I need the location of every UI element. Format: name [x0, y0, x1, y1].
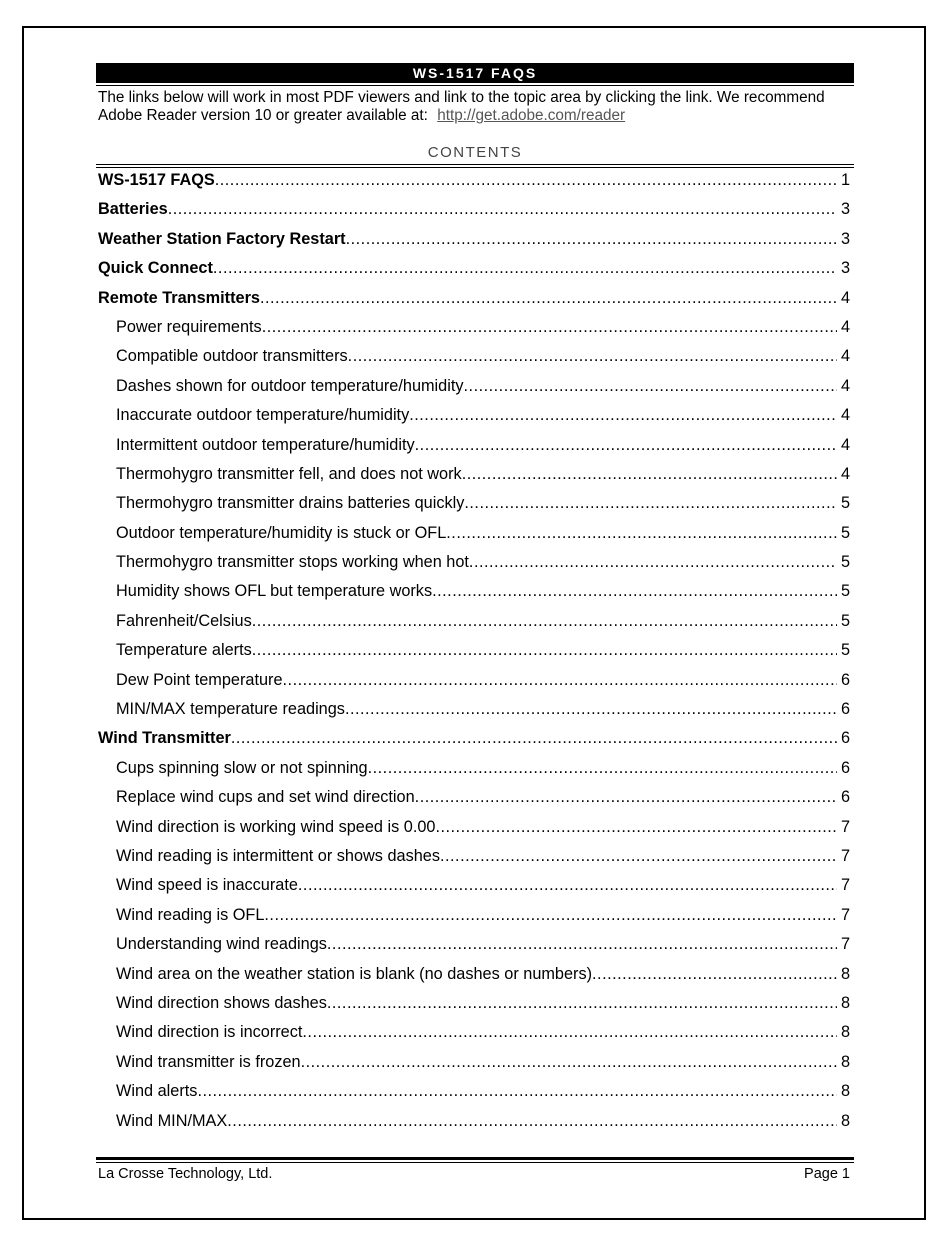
table-of-contents	[98, 166, 850, 1136]
toc-dot-leader	[432, 577, 837, 606]
toc-entry[interactable]	[98, 519, 850, 548]
footer-page-number: Page 1	[804, 1166, 850, 1182]
toc-entry-label[interactable]: Understanding wind readings	[116, 935, 327, 954]
toc-entry-page[interactable]: 6	[840, 700, 850, 719]
toc-entry[interactable]	[98, 695, 850, 724]
toc-entry-page[interactable]: 6	[840, 788, 850, 807]
toc-entry-page[interactable]: 5	[840, 611, 850, 630]
toc-entry-page[interactable]: 3	[840, 229, 850, 248]
toc-dot-leader	[469, 548, 837, 577]
toc-dot-leader	[464, 372, 837, 401]
toc-entry-page[interactable]: 1	[840, 171, 850, 189]
toc-entry[interactable]	[98, 577, 850, 606]
toc-entry[interactable]	[98, 460, 850, 489]
toc-entry[interactable]	[98, 930, 850, 959]
toc-entry-label[interactable]: Wind speed is inaccurate	[116, 876, 298, 895]
footer-company: La Crosse Technology, Ltd.	[98, 1166, 273, 1182]
toc-entry-page[interactable]: 3	[840, 259, 850, 278]
toc-dot-leader	[327, 930, 837, 959]
toc-dot-leader	[252, 636, 837, 665]
toc-entry-label[interactable]: Wind reading is intermittent or shows dashes	[116, 846, 440, 865]
toc-entry-page[interactable]: 7	[840, 905, 850, 924]
toc-entry-label[interactable]: Quick Connect	[98, 259, 213, 278]
toc-entry[interactable]	[98, 1077, 850, 1106]
toc-entry[interactable]	[98, 901, 850, 930]
toc-entry-label[interactable]: Weather Station Factory Restart	[98, 229, 346, 248]
toc-dot-leader	[409, 401, 837, 430]
toc-entry-page[interactable]: 5	[840, 582, 850, 601]
toc-entry[interactable]	[98, 313, 850, 342]
toc-entry[interactable]	[98, 989, 850, 1018]
toc-dot-leader	[440, 842, 837, 871]
intro-text: The links below will work in most PDF viewers and link to the topic area by clicking the link. We recommend Adobe Reader version 10 or greater available at:	[98, 89, 825, 124]
toc-dot-leader	[348, 342, 837, 371]
toc-entry-label[interactable]: Intermittent outdoor temperature/humidity	[116, 435, 415, 454]
toc-entry[interactable]	[98, 871, 850, 900]
toc-entry-label[interactable]: Wind transmitter is frozen	[116, 1052, 301, 1071]
toc-entry-page[interactable]: 5	[840, 523, 850, 542]
toc-entry-label[interactable]: Outdoor temperature/humidity is stuck or OFL	[116, 523, 447, 542]
toc-entry[interactable]	[98, 813, 850, 842]
toc-entry-label[interactable]: MIN/MAX temperature readings	[116, 700, 345, 719]
toc-dot-leader	[264, 901, 837, 930]
toc-entry[interactable]	[98, 342, 850, 371]
toc-entry-label[interactable]: Thermohygro transmitter drains batteries quickly	[116, 494, 465, 513]
toc-entry-page[interactable]: 4	[840, 435, 850, 454]
toc-entry-page[interactable]: 8	[840, 1052, 850, 1071]
toc-dot-leader	[168, 195, 837, 224]
toc-entry-label[interactable]: Power requirements	[116, 317, 262, 336]
toc-entry-page[interactable]: 8	[840, 993, 850, 1012]
toc-entry-page[interactable]: 4	[840, 347, 850, 366]
toc-dot-leader	[446, 519, 837, 548]
toc-entry-page[interactable]: 4	[840, 376, 850, 395]
toc-entry-page[interactable]: 8	[840, 964, 850, 983]
contents-divider	[96, 164, 854, 165]
toc-dot-leader	[262, 313, 837, 342]
document-title: WS-1517 FAQS	[96, 63, 854, 83]
toc-entry-label[interactable]: Wind direction is incorrect	[116, 1023, 303, 1042]
toc-entry-label[interactable]: Replace wind cups and set wind direction	[116, 788, 415, 807]
toc-entry-label[interactable]: Fahrenheit/Celsius	[116, 611, 252, 630]
toc-entry[interactable]	[98, 636, 850, 665]
toc-dot-leader	[301, 1048, 837, 1077]
toc-dot-leader	[464, 489, 837, 518]
toc-entry-page[interactable]: 4	[840, 464, 850, 483]
toc-entry-page[interactable]: 4	[840, 406, 850, 425]
toc-entry-page[interactable]: 7	[840, 846, 850, 865]
toc-entry[interactable]	[98, 607, 850, 636]
toc-entry-label[interactable]: Cups spinning slow or not spinning	[116, 758, 368, 777]
toc-entry-page[interactable]: 4	[840, 317, 850, 336]
toc-dot-leader	[346, 225, 837, 254]
toc-entry-label[interactable]: Wind area on the weather station is blank (no dashes or numbers)	[116, 964, 593, 983]
toc-dot-leader	[283, 666, 837, 695]
toc-entry-label[interactable]: Inaccurate outdoor temperature/humidity	[116, 406, 410, 425]
toc-entry-label[interactable]: Wind direction shows dashes	[116, 993, 327, 1012]
toc-entry[interactable]	[98, 724, 850, 753]
toc-dot-leader	[260, 284, 837, 313]
toc-entry[interactable]	[98, 1018, 850, 1047]
toc-dot-leader	[592, 960, 837, 989]
toc-entry-label[interactable]: Wind direction is working wind speed is 0.00	[116, 817, 436, 836]
toc-entry-page[interactable]: 8	[840, 1111, 850, 1130]
toc-entry-label[interactable]: WS-1517 FAQS	[98, 171, 215, 189]
toc-entry-label[interactable]: Batteries	[98, 200, 168, 219]
toc-entry-page[interactable]: 3	[840, 200, 850, 219]
toc-entry-page[interactable]: 5	[840, 553, 850, 572]
toc-entry-label[interactable]: Wind Transmitter	[98, 729, 231, 748]
footer-divider-secondary	[96, 1162, 854, 1163]
toc-entry[interactable]	[98, 372, 850, 401]
toc-entry-label[interactable]: Wind reading is OFL	[116, 905, 265, 924]
toc-entry-label[interactable]: Thermohygro transmitter stops working when hot	[116, 553, 469, 572]
title-divider	[96, 85, 854, 86]
toc-entry[interactable]	[98, 166, 850, 195]
toc-entry[interactable]	[98, 842, 850, 871]
toc-entry[interactable]	[98, 195, 850, 224]
toc-dot-leader	[435, 813, 836, 842]
toc-entry[interactable]	[98, 666, 850, 695]
toc-dot-leader	[302, 1018, 837, 1047]
toc-entry[interactable]	[98, 548, 850, 577]
toc-entry-page[interactable]: 5	[840, 494, 850, 513]
toc-dot-leader	[252, 607, 837, 636]
adobe-reader-link[interactable]: http://get.adobe.com/reader	[437, 107, 626, 124]
toc-dot-leader	[231, 724, 837, 753]
toc-entry[interactable]	[98, 225, 850, 254]
footer-divider	[96, 1157, 854, 1160]
toc-entry-page[interactable]: 8	[840, 1082, 850, 1101]
toc-entry-page[interactable]: 8	[840, 1023, 850, 1042]
toc-entry-label[interactable]: Dashes shown for outdoor temperature/humidity	[116, 376, 464, 395]
toc-entry-page[interactable]: 6	[840, 758, 850, 777]
toc-entry[interactable]	[98, 1048, 850, 1077]
toc-dot-leader	[227, 1107, 837, 1136]
toc-entry-label[interactable]: Compatible outdoor transmitters	[116, 347, 348, 366]
toc-entry-label[interactable]: Wind MIN/MAX	[116, 1111, 228, 1130]
toc-dot-leader	[345, 695, 837, 724]
toc-dot-leader	[215, 166, 837, 195]
toc-entry-label[interactable]: Temperature alerts	[116, 641, 252, 660]
toc-dot-leader	[298, 871, 837, 900]
toc-entry-page[interactable]: 7	[840, 876, 850, 895]
toc-dot-leader	[415, 431, 837, 460]
toc-dot-leader	[327, 989, 837, 1018]
toc-entry-page[interactable]: 6	[840, 670, 850, 689]
toc-entry[interactable]	[98, 284, 850, 313]
toc-entry[interactable]	[98, 431, 850, 460]
toc-entry[interactable]	[98, 754, 850, 783]
toc-dot-leader	[368, 754, 837, 783]
toc-entry-label[interactable]: Wind alerts	[116, 1082, 198, 1101]
toc-entry-label[interactable]: Remote Transmitters	[98, 288, 260, 307]
toc-entry-page[interactable]: 6	[840, 729, 850, 748]
toc-entry-page[interactable]: 7	[840, 935, 850, 954]
toc-entry[interactable]	[98, 783, 850, 812]
toc-entry-label[interactable]: Thermohygro transmitter fell, and does not work	[116, 464, 462, 483]
toc-dot-leader	[415, 783, 837, 812]
toc-dot-leader	[197, 1077, 837, 1106]
intro-paragraph	[98, 89, 854, 125]
toc-entry-label[interactable]: Dew Point temperature	[116, 670, 283, 689]
toc-dot-leader	[213, 254, 837, 283]
toc-dot-leader	[462, 460, 837, 489]
toc-entry[interactable]	[98, 401, 850, 430]
toc-entry-label[interactable]: Humidity shows OFL but temperature works	[116, 582, 433, 601]
toc-entry[interactable]	[98, 254, 850, 283]
toc-entry-page[interactable]: 7	[840, 817, 850, 836]
toc-entry[interactable]	[98, 1107, 850, 1136]
toc-entry-page[interactable]: 4	[840, 288, 850, 307]
toc-entry-page[interactable]: 5	[840, 641, 850, 660]
toc-entry[interactable]	[98, 489, 850, 518]
contents-heading: CONTENTS	[427, 144, 523, 161]
toc-entry[interactable]	[98, 960, 850, 989]
